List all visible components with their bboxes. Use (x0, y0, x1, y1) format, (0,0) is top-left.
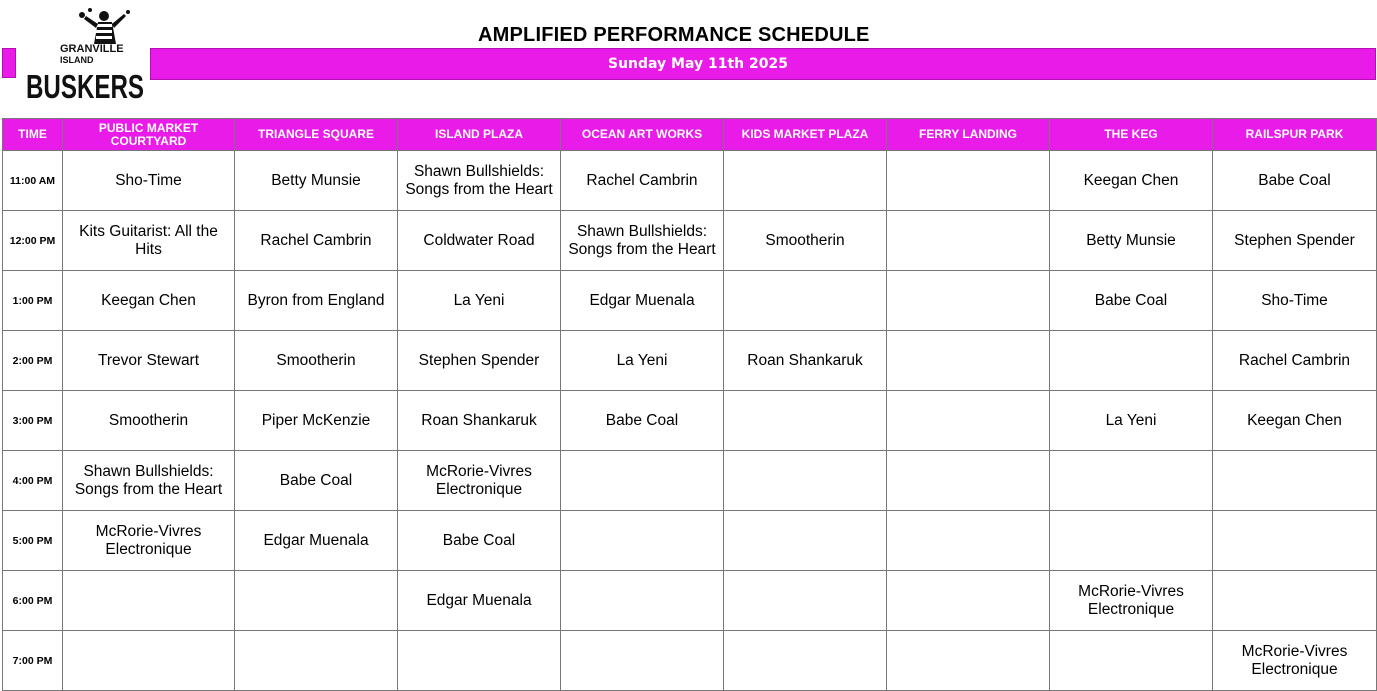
time-slot: 7:00 PM (3, 631, 63, 691)
column-header-time: TIME (3, 119, 63, 151)
performance-cell: Shawn Bullshields: Songs from the Heart (63, 451, 235, 511)
performance-cell (887, 211, 1050, 271)
time-slot: 4:00 PM (3, 451, 63, 511)
performance-cell: Betty Munsie (235, 151, 398, 211)
performance-cell: Smootherin (724, 211, 887, 271)
performance-cell: Piper McKenzie (235, 391, 398, 451)
schedule-date: Sunday May 11th 2025 (608, 56, 788, 72)
performance-cell: Shawn Bullshields: Songs from the Heart (398, 151, 561, 211)
performance-cell: Babe Coal (1213, 151, 1377, 211)
column-header-triangle-square: TRIANGLE SQUARE (235, 119, 398, 151)
performance-cell: Sho-Time (63, 151, 235, 211)
table-row (3, 331, 1377, 391)
performance-cell (1050, 511, 1213, 571)
schedule-header-row (3, 119, 1377, 151)
performance-cell (235, 571, 398, 631)
performance-cell (887, 511, 1050, 571)
time-slot: 1:00 PM (3, 271, 63, 331)
schedule-table (2, 118, 1377, 691)
performance-cell: McRorie-Vivres Electronique (1050, 571, 1213, 631)
performance-cell: Rachel Cambrin (561, 151, 724, 211)
column-header-railspur-park: RAILSPUR PARK (1213, 119, 1377, 151)
performance-cell: Coldwater Road (398, 211, 561, 271)
time-slot: 5:00 PM (3, 511, 63, 571)
table-row (3, 511, 1377, 571)
performance-cell (561, 571, 724, 631)
page-title: AMPLIFIED PERFORMANCE SCHEDULE (478, 24, 870, 46)
time-slot: 3:00 PM (3, 391, 63, 451)
performance-cell: Babe Coal (235, 451, 398, 511)
performance-cell (724, 391, 887, 451)
performance-cell: Byron from England (235, 271, 398, 331)
svg-text:BUSKERS: BUSKERS (26, 68, 144, 105)
table-row (3, 631, 1377, 691)
performance-cell (1213, 571, 1377, 631)
performance-cell (887, 331, 1050, 391)
performance-cell (724, 631, 887, 691)
buskers-logo (24, 6, 148, 104)
performance-cell (63, 631, 235, 691)
time-slot: 2:00 PM (3, 331, 63, 391)
performance-cell (887, 571, 1050, 631)
column-header-the-keg: THE KEG (1050, 119, 1213, 151)
performance-cell: Smootherin (235, 331, 398, 391)
performance-cell (724, 271, 887, 331)
performance-cell (887, 451, 1050, 511)
performance-cell: Betty Munsie (1050, 211, 1213, 271)
table-row (3, 451, 1377, 511)
column-header-public-market-courtyard: PUBLIC MARKET COURTYARD (63, 119, 235, 151)
performance-cell: La Yeni (1050, 391, 1213, 451)
column-header-ocean-art-works: OCEAN ART WORKS (561, 119, 724, 151)
table-row (3, 211, 1377, 271)
performance-cell: Keegan Chen (63, 271, 235, 331)
performance-cell: Babe Coal (1050, 271, 1213, 331)
performance-cell (724, 151, 887, 211)
performance-cell (561, 511, 724, 571)
accent-bar (2, 48, 16, 78)
performance-cell: Edgar Muenala (561, 271, 724, 331)
performance-cell (724, 451, 887, 511)
performance-cell (887, 271, 1050, 331)
performance-cell: McRorie-Vivres Electronique (1213, 631, 1377, 691)
svg-text:GRANVILLE: GRANVILLE (60, 43, 124, 55)
performance-cell (887, 631, 1050, 691)
performance-cell: Roan Shankaruk (724, 331, 887, 391)
column-header-island-plaza: ISLAND PLAZA (398, 119, 561, 151)
performance-cell: Keegan Chen (1050, 151, 1213, 211)
column-header-kids-market-plaza: KIDS MARKET PLAZA (724, 119, 887, 151)
column-header-ferry-landing: FERRY LANDING (887, 119, 1050, 151)
svg-text:ISLAND: ISLAND (60, 55, 94, 65)
performance-cell: Trevor Stewart (63, 331, 235, 391)
table-row (3, 391, 1377, 451)
performance-cell (887, 151, 1050, 211)
performance-cell: Edgar Muenala (398, 571, 561, 631)
performance-cell: Shawn Bullshields: Songs from the Heart (561, 211, 724, 271)
performance-cell (1050, 631, 1213, 691)
time-slot: 12:00 PM (3, 211, 63, 271)
performance-cell: Rachel Cambrin (235, 211, 398, 271)
schedule-body (3, 151, 1377, 691)
performance-cell (398, 631, 561, 691)
performance-cell (561, 631, 724, 691)
performance-cell: Edgar Muenala (235, 511, 398, 571)
performance-cell: Kits Guitarist: All the Hits (63, 211, 235, 271)
performance-cell: Stephen Spender (1213, 211, 1377, 271)
performance-cell (887, 391, 1050, 451)
performance-cell: Keegan Chen (1213, 391, 1377, 451)
performance-cell: McRorie-Vivres Electronique (398, 451, 561, 511)
date-banner (150, 48, 1376, 80)
performance-cell (63, 571, 235, 631)
performance-cell (724, 511, 887, 571)
performance-cell (1213, 451, 1377, 511)
performance-cell (1050, 451, 1213, 511)
performance-cell (561, 451, 724, 511)
performance-cell: La Yeni (561, 331, 724, 391)
performance-cell: Babe Coal (398, 511, 561, 571)
performance-cell (724, 571, 887, 631)
performance-cell (1050, 331, 1213, 391)
performance-cell: McRorie-Vivres Electronique (63, 511, 235, 571)
performance-cell: Stephen Spender (398, 331, 561, 391)
table-row (3, 151, 1377, 211)
performance-cell: Smootherin (63, 391, 235, 451)
time-slot: 11:00 AM (3, 151, 63, 211)
performance-cell (235, 631, 398, 691)
table-row (3, 271, 1377, 331)
performance-cell (1213, 511, 1377, 571)
performance-cell: La Yeni (398, 271, 561, 331)
performance-cell: Roan Shankaruk (398, 391, 561, 451)
performance-cell: Rachel Cambrin (1213, 331, 1377, 391)
performance-cell: Babe Coal (561, 391, 724, 451)
time-slot: 6:00 PM (3, 571, 63, 631)
performance-cell: Sho-Time (1213, 271, 1377, 331)
table-row (3, 571, 1377, 631)
